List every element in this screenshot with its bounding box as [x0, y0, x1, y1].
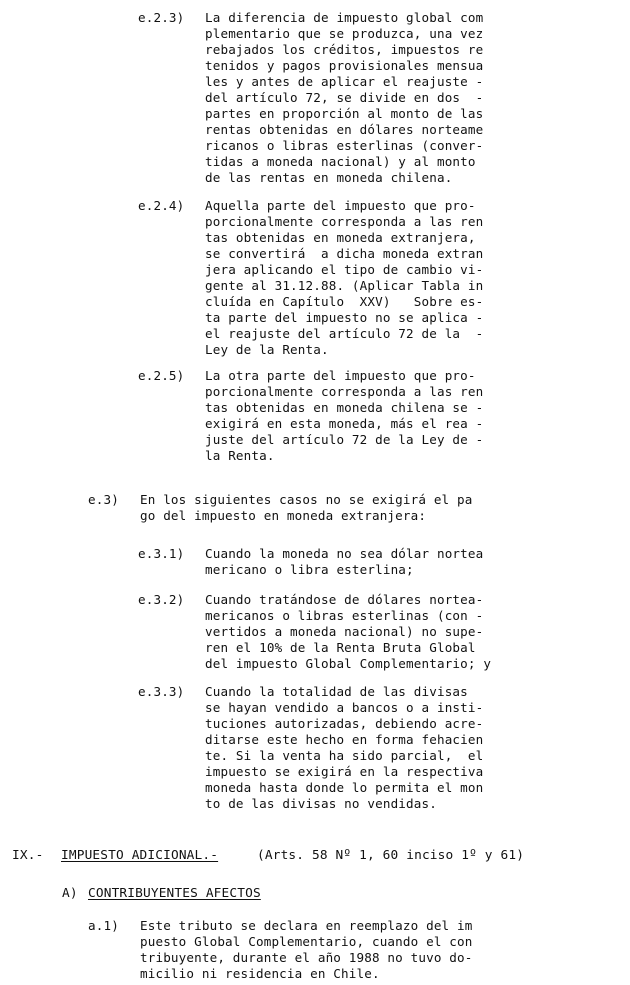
text-line: mericanos o libras esterlinas (con -	[205, 608, 484, 623]
text-line: de las rentas en moneda chilena.	[205, 170, 453, 185]
text-line: te. Si la venta ha sido parcial, el	[205, 748, 484, 763]
section-reference: (Arts. 58 Nº 1, 60 inciso 1º y 61)	[257, 848, 525, 863]
text-line: rebajados los créditos, impuestos re	[205, 42, 484, 57]
text-line: se convertirá a dicha moneda extran	[205, 246, 484, 261]
text-line: En los siguientes casos no se exigirá el pa	[140, 492, 473, 507]
text-line: porcionalmente corresponda a las ren	[205, 214, 484, 229]
text-line: se hayan vendido a bancos o a insti-	[205, 700, 484, 715]
text-line: del artículo 72, se divide en dos -	[205, 90, 484, 105]
text-line: tas obtenidas en moneda extranjera,	[205, 230, 476, 245]
text-line: ta parte del impuesto no se aplica -	[205, 310, 484, 325]
text-line: tas obtenidas en moneda chilena se -	[205, 400, 484, 415]
subsection-title: CONTRIBUYENTES AFECTOS	[88, 886, 261, 901]
text-line: La otra parte del impuesto que pro-	[205, 368, 476, 383]
text-line: Cuando tratándose de dólares nortea-	[205, 592, 484, 607]
text-line: el reajuste del artículo 72 de la -	[205, 326, 484, 341]
item-label-e25: e.2.5)	[138, 368, 185, 383]
text-line: exigirá en esta moneda, más el rea -	[205, 416, 484, 431]
item-label-e23: e.2.3)	[138, 10, 185, 25]
text-line: ditarse este hecho en forma fehacien	[205, 732, 484, 747]
item-label-a1: a.1)	[88, 918, 119, 933]
text-line: tenidos y pagos provisionales mensua	[205, 58, 484, 73]
text-line: la Renta.	[205, 448, 275, 463]
text-line: jera aplicando el tipo de cambio vi-	[205, 262, 484, 277]
text-line: gente al 31.12.88. (Aplicar Tabla in	[205, 278, 484, 293]
section-number: IX.-	[12, 848, 44, 863]
text-line: les y antes de aplicar el reajuste -	[205, 74, 484, 89]
text-line: micilio ni residencia en Chile.	[140, 966, 380, 981]
text-line: impuesto se exigirá en la respectiva	[205, 764, 484, 779]
text-line: tidas a moneda nacional) y al monto	[205, 154, 476, 169]
text-line: juste del artículo 72 de la Ley de -	[205, 432, 484, 447]
text-line: partes en proporción al monto de las	[205, 106, 484, 121]
text-line: porcionalmente corresponda a las ren	[205, 384, 484, 399]
text-line: del impuesto Global Complementario; y	[205, 656, 492, 671]
item-label-e31: e.3.1)	[138, 546, 185, 561]
text-line: tribuyente, durante el año 1988 no tuvo do-	[140, 950, 473, 965]
text-line: plementario que se produzca, una vez	[205, 26, 484, 41]
section-title: IMPUESTO ADICIONAL.-	[61, 848, 219, 863]
text-line: Ley de la Renta.	[205, 342, 329, 357]
text-line: La diferencia de impuesto global com	[205, 10, 484, 25]
text-line: mericano o libra esterlina;	[205, 562, 414, 577]
item-label-e24: e.2.4)	[138, 198, 185, 213]
text-line: Este tributo se declara en reemplazo del im	[140, 918, 473, 933]
text-line: ren el 10% de la Renta Bruta Global	[205, 640, 476, 655]
text-line: vertidos a moneda nacional) no supe-	[205, 624, 484, 639]
text-line: ricanos o libras esterlinas (conver-	[205, 138, 484, 153]
item-label-e32: e.3.2)	[138, 592, 185, 607]
item-label-e3: e.3)	[88, 492, 119, 507]
text-line: tuciones autorizadas, debiendo acre-	[205, 716, 484, 731]
text-line: Cuando la moneda no sea dólar nortea	[205, 546, 484, 561]
text-line: go del impuesto en moneda extranjera:	[140, 508, 427, 523]
text-line: rentas obtenidas en dólares norteame	[205, 122, 484, 137]
text-line: cluída en Capítulo XXV) Sobre es-	[205, 294, 484, 309]
text-line: to de las divisas no vendidas.	[205, 796, 437, 811]
text-line: puesto Global Complementario, cuando el con	[140, 934, 473, 949]
text-line: Aquella parte del impuesto que pro-	[205, 198, 476, 213]
subsection-label: A)	[62, 886, 78, 901]
text-line: moneda hasta donde lo permita el mon	[205, 780, 484, 795]
text-line: Cuando la totalidad de las divisas	[205, 684, 468, 699]
item-label-e33: e.3.3)	[138, 684, 185, 699]
